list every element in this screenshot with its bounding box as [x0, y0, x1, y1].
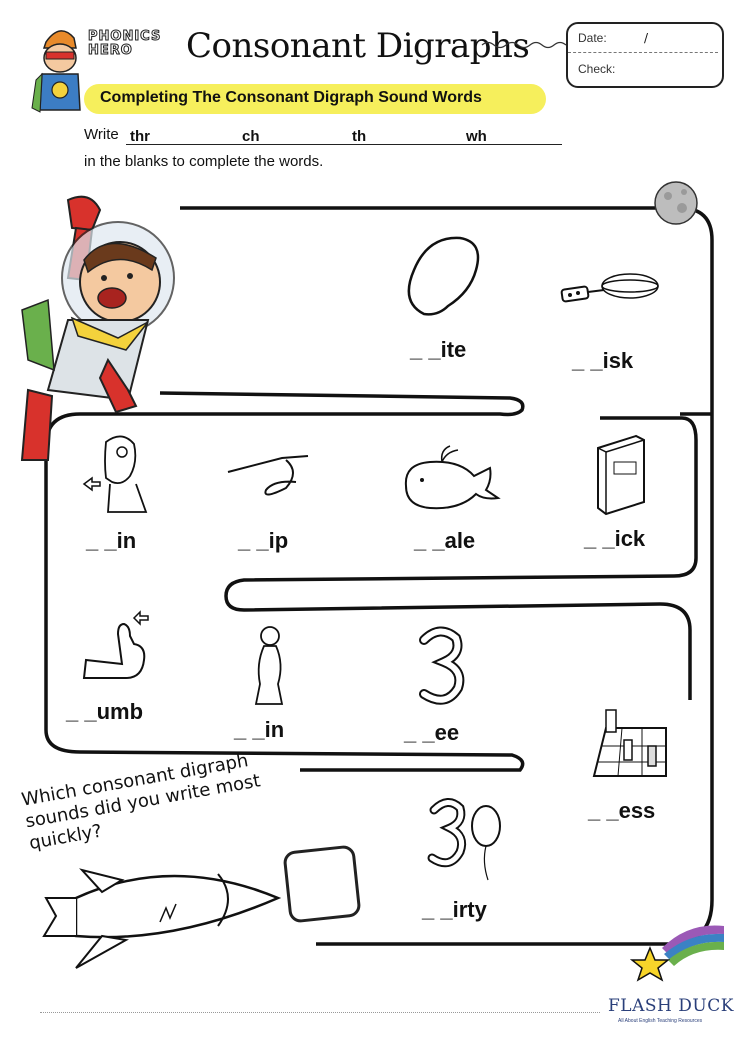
word-ip: _ _ip — [238, 528, 289, 553]
page-title: Consonant Digraphs — [186, 26, 530, 66]
word-ee: _ _ee — [404, 720, 460, 745]
chess-board-icon — [592, 706, 670, 778]
word-isk: _ _isk — [572, 348, 634, 373]
man-pointing-to-chin-icon — [82, 432, 152, 514]
digraph-wh: wh — [466, 128, 487, 145]
whale-icon — [400, 442, 504, 512]
check-label: Check: — [578, 62, 616, 76]
thin-figure-icon — [244, 624, 294, 710]
word-ick: _ _ick — [584, 526, 646, 551]
date-label: Date: — [578, 31, 607, 45]
date-slash: / — [644, 31, 649, 45]
number-thirty-balloon-icon — [426, 796, 506, 882]
word-ess: _ _ess — [588, 798, 656, 823]
word-ite: _ _ite — [410, 337, 467, 362]
footer-logo-subtitle: All About English Teaching Resources — [618, 1018, 703, 1024]
digraph-ch: ch — [242, 128, 260, 145]
thick-book-icon — [592, 432, 648, 518]
rocket-icon — [42, 858, 282, 976]
digraph-th: th — [352, 128, 367, 145]
word-umb: _ _umb — [66, 699, 144, 724]
footer-divider — [40, 1012, 600, 1013]
whisk-icon — [560, 268, 660, 310]
digraph-thr: thr — [130, 128, 150, 145]
footer-logo: FLASH DUCK — [608, 996, 734, 1016]
reflection-question: Which consonant digraph sounds did you write most quickly? — [20, 750, 262, 855]
instruction-line2: in the blanks to complete the words. — [84, 153, 324, 170]
word-in-1: _ _in — [86, 528, 137, 553]
white-ellipse-icon — [404, 232, 484, 318]
moon-icon — [652, 180, 700, 226]
thumb-icon — [82, 604, 154, 682]
word-in-2: _ _in — [234, 717, 285, 742]
word-irty: _ _irty — [422, 897, 487, 922]
answer-box[interactable] — [282, 844, 361, 923]
whip-icon — [226, 452, 316, 502]
number-three-icon — [416, 626, 466, 706]
subtitle-text: Completing The Consonant Digraph Sound Words — [100, 89, 482, 106]
word-ale: _ _ale — [414, 528, 476, 553]
instruction-write: Write — [84, 126, 119, 143]
brand-logo: PHONICS HERO — [88, 29, 162, 58]
shooting-star-icon — [628, 918, 728, 982]
